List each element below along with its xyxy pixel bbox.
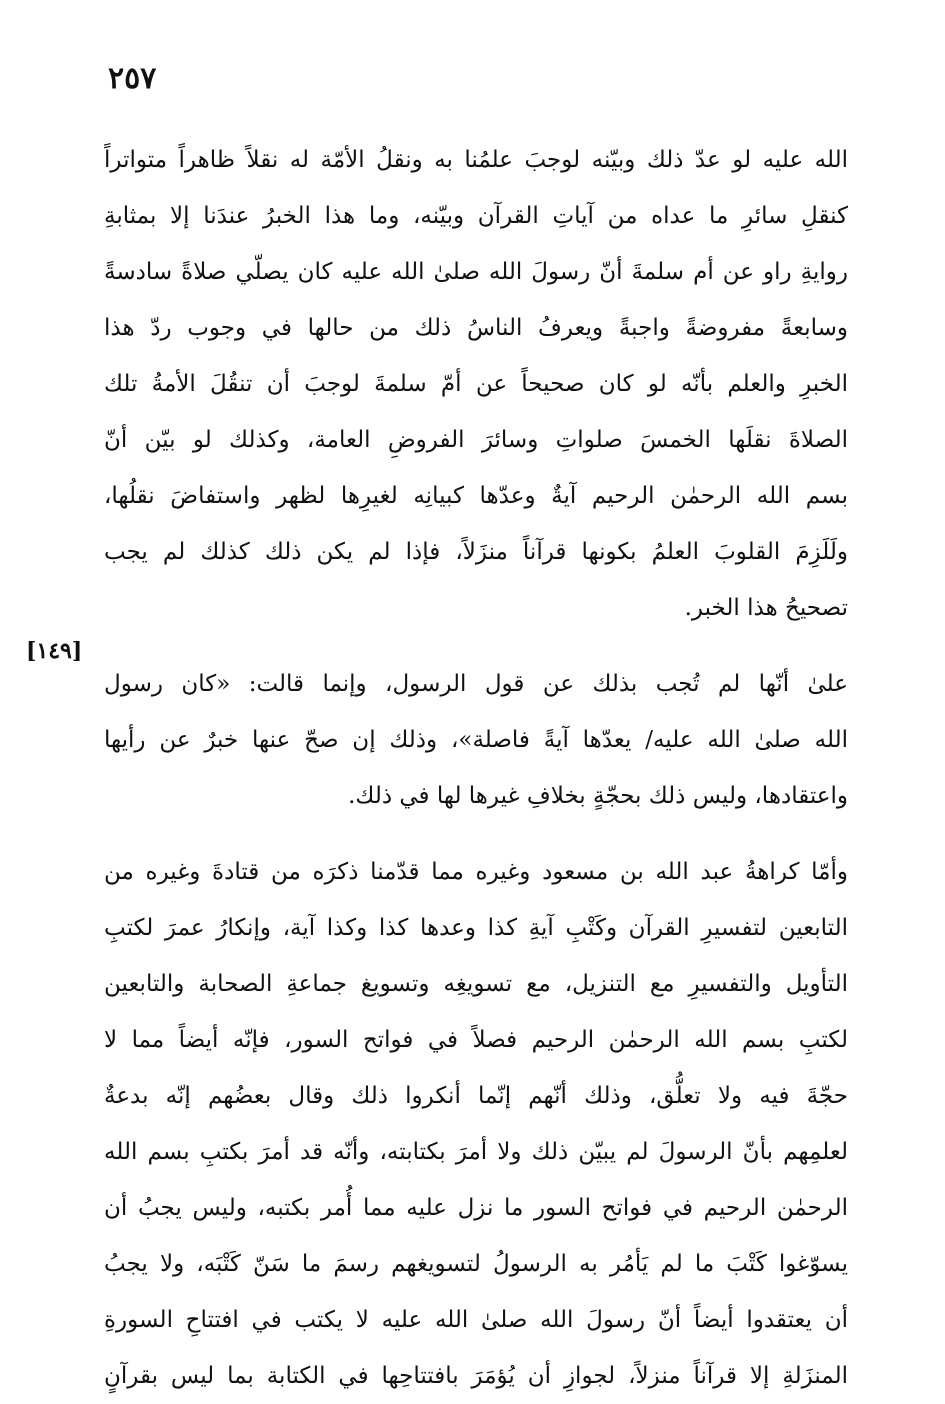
text-line: لعلمِهم بأنّ الرسولَ لم يبيّن ذلك ولا أمرَ بكتابته، وأنّه قد أمرَ بكتبِ بسم الله [104,1139,848,1165]
text-line: وسابعةً مفروضةً واجبةً ويعرفُ الناسُ ذلك من حالها في وجوب ردّ هذا [104,315,848,341]
text-line: الرحمٰن الرحيم في فواتح السور ما نزل عليه مما أُمر بكتبه، وليس يجبُ أن [104,1195,848,1221]
text-line: المنزَلةِ إلا قرآناً منزلاً، لجوازِ أن يُؤمَرَ بافتتاحِها في الكتابة بما ليس بقرآنٍ [104,1363,848,1389]
text-line: ولَلَزِمَ القلوبَ العلمُ بكونها قرآناً منزَلاً، فإذا لم يكن ذلك كذلك لم يجب [104,539,848,565]
paragraph-1 [104,132,848,636]
text-line: الله صلىٰ الله عليه/ يعدّها آيةً فاصلة»، وذلك إن صحّ عنها خبرٌ عن رأيها [104,727,848,753]
text-line: الله عليه لو عدّ ذلك وبيّنه لوجبَ علمُنا به ونقلُ الأمّة له نقلاً ظاهراً متواتراً [104,147,848,173]
text-line: كنقلِ سائرِ ما عداه من آياتِ القرآن وبيّنه، وما هذا الخبرُ عندَنا إلا بمثابةِ [104,203,848,229]
text-line: بسم الله الرحمٰن الرحيم آيةٌ وعدّها كبيانِه لغيرِها لظهر واستفاضَ نقلُها، [104,483,848,509]
text-line: علىٰ أنّها لم تُجب بذلك عن قول الرسول، وإنما قالت: «كان رسول [104,671,848,697]
paragraph-spacer [104,824,848,844]
paragraph-spacer [104,636,848,656]
text-line: التابعين لتفسيرِ القرآن وكَتْبِ آيةِ كذا وعدها كذا وكذا آية، وإنكارُ عمرَ لكتبِ [104,915,848,941]
margin-folio-note: [١٤٩] [26,638,83,664]
text-line: الصلاةَ نقلَها الخمسَ صلواتِ وسائرَ الفروضِ العامة، وكذلك لو بيّن أنّ [104,427,848,453]
text-line: واعتقادها، وليس ذلك بحجّةٍ بخلافِ غيرها لها في ذلك. [348,783,848,809]
text-line: تصحيحُ هذا الخبر. [684,595,848,621]
paragraph-2 [104,656,848,824]
text-line: يسوّغوا كَتْبَ ما لم يَأمُر به الرسولُ لتسويغهم رسمَ ما سَنّ كَتْبَه، ولا يجبُ [104,1251,848,1277]
page-number: ٢٥٧ [108,61,157,96]
text-line: التأويل والتفسيرِ مع التنزيل، مع تسويغِه وتسويغ جماعةِ الصحابة والتابعين [104,971,848,997]
text-line: وأمّا كراهةُ عبد الله بن مسعود وغيره مما قدّمنا ذكرَه من قتادةَ وغيره من [104,859,848,885]
text-line: روايةِ راو عن أم سلمةَ أنّ رسولَ الله صلىٰ الله عليه كان يصلّي صلاةً سادسةً [104,259,848,285]
text-line: أن يعتقدوا أيضاً أنّ رسولَ الله صلىٰ الله عليه لا يكتب في افتتاحِ السورةِ [104,1307,848,1333]
text-line: حجّةَ فيه ولا تعلُّق، وذلك أنّهم إنّما أنكروا ذلك وقال بعضُهم إنّه بدعةٌ [104,1083,848,1109]
text-line: لكتبِ بسم الله الرحمٰن الرحيم فصلاً في فواتح السور، فإنّه أيضاً مما لا [104,1027,848,1053]
paragraph-3 [104,844,848,1404]
body-text [104,132,848,1404]
text-line: الخبرِ والعلم بأنّه لو كان صحيحاً عن أمّ سلمةَ لوجبَ أن تنقُلَ الأمةُ تلك [104,371,848,397]
